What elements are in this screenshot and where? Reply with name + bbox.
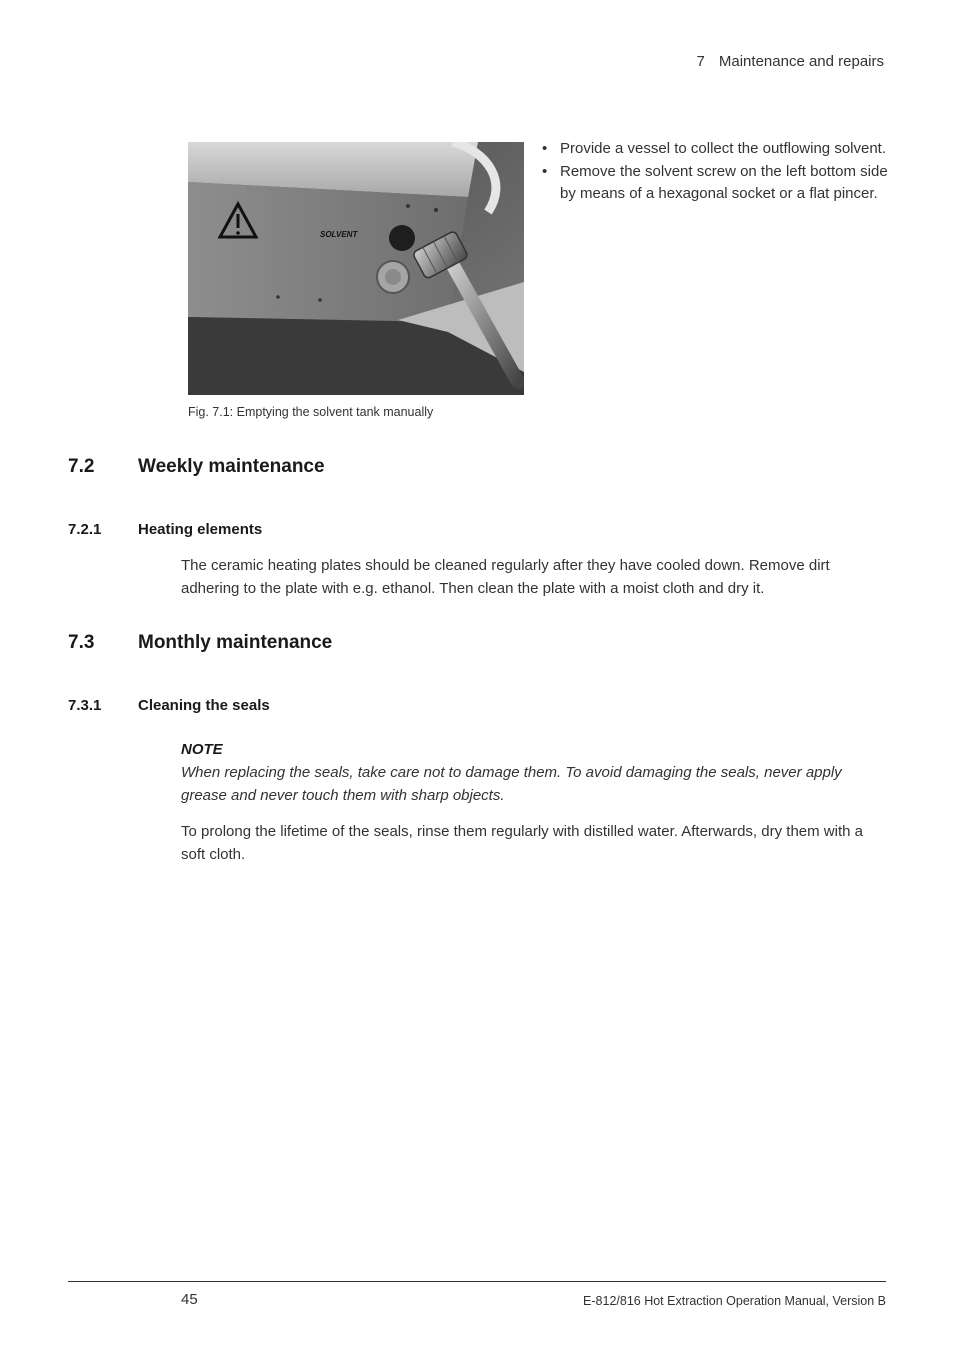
page-number: 45: [181, 1291, 198, 1308]
instruction-list: [540, 138, 890, 206]
note-text: When replacing the seals, take care not to damage them. To avoid damaging the seals, never apply grease and never touch them with sharp objects.: [181, 764, 842, 804]
chapter-number: 7: [696, 53, 705, 70]
section-title: Monthly maintenance: [138, 632, 333, 653]
subsection-number: 7.2.1: [68, 521, 102, 538]
solvent-tank-photo: [188, 142, 524, 395]
note-title: NOTE: [181, 741, 223, 758]
section-heading-7-3: [68, 632, 332, 654]
list-item: • Remove the solvent screw on the left bottom side by means of a hexagonal socket or a flat pincer.: [540, 161, 890, 206]
paragraph-heating-elements: The ceramic heating plates should be cleaned regularly after they have cooled down. Remove dirt adhering to the plate with e.g. ethanol. Then clean the plate with a moist cloth and dry it.: [181, 557, 830, 597]
solvent-label: SOLVENT: [320, 230, 358, 239]
section-number: 7.2: [68, 456, 95, 477]
list-item: • Provide a vessel to collect the outflowing solvent.: [540, 138, 890, 161]
section-number: 7.3: [68, 632, 95, 653]
footer-divider: [68, 1281, 886, 1282]
section-heading-7-2: [68, 456, 325, 478]
figure-caption: Fig. 7.1: Emptying the solvent tank manually: [188, 405, 434, 419]
chapter-title: Maintenance and repairs: [718, 53, 884, 70]
running-header: [697, 53, 884, 70]
subsection-heading-7-2-1: [68, 521, 262, 538]
subsection-number: 7.3.1: [68, 697, 102, 714]
paragraph-cleaning-seals: To prolong the lifetime of the seals, rinse them regularly with distilled water. Afterwards, dry them with a soft cloth.: [181, 823, 863, 863]
figure-photo: [188, 142, 524, 395]
section-title: Weekly maintenance: [138, 456, 325, 477]
subsection-title: Cleaning the seals: [138, 697, 270, 714]
subsection-heading-7-3-1: [68, 697, 270, 714]
subsection-title: Heating elements: [138, 521, 263, 538]
document-title: E-812/816 Hot Extraction Operation Manual, Version B: [583, 1294, 886, 1308]
